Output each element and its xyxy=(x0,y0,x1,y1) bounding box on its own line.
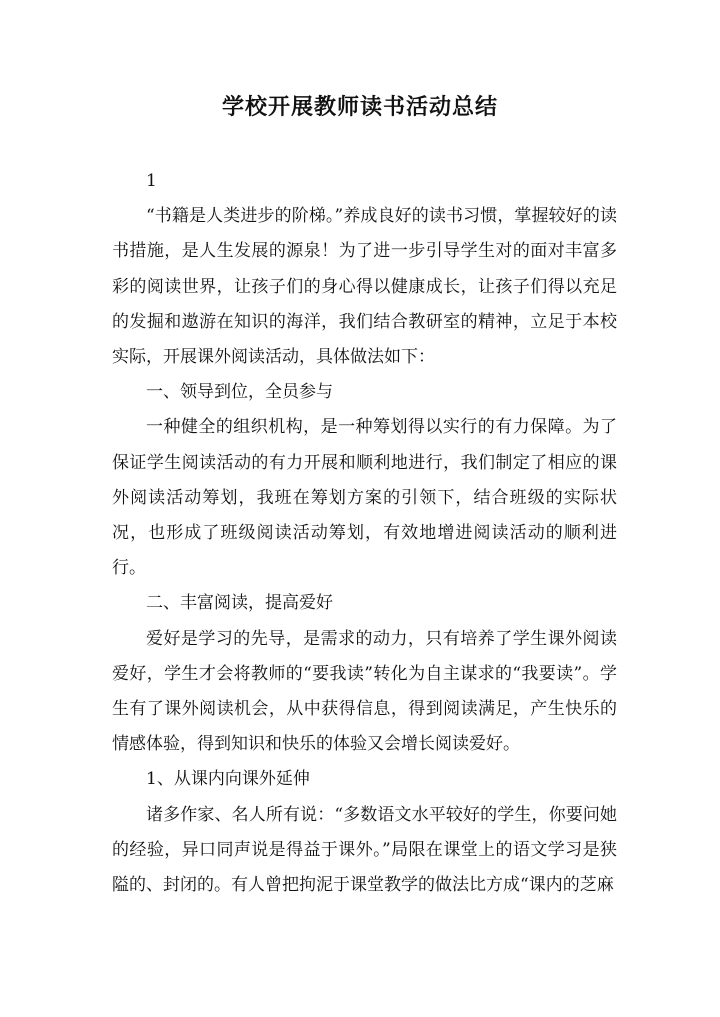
paragraph-section-2: 爱好是学习的先导，是需求的动力，只有培养了学生课外阅读爱好，学生才会将教师的“要我读”转化为自主谋求的“我要读”。学生有了课外阅读机会，从中获得信息，得到阅读满足，产生快乐的情感体验，得到知识和快乐的体验又会增长阅读爱好。 xyxy=(112,628,617,755)
page-title: 学校开展教师读书活动总结 xyxy=(221,94,498,120)
section-heading-1: 一、领导到位，全员参与 xyxy=(146,382,333,403)
paragraph-intro: “书籍是人类进步的阶梯。”养成良好的读书习惯，掌握较好的读书措施，是人生发展的源泉！为了进一步引导学生对的面对丰富多彩的阅读世界，让孩子们的身心得以健康成长，让孩子们得以充足的发掘和遨游在知识的海洋，我们结合教研室的精神，立足于本校实际，开展课外阅读活动，具体做法如下： xyxy=(112,206,617,368)
document-body xyxy=(112,164,617,903)
section-heading-2: 二、丰富阅读，提高爱好 xyxy=(146,593,333,614)
subsection-heading-1: 1、从课内向课外延伸 xyxy=(146,769,310,790)
page-number: 1 xyxy=(146,171,157,191)
paragraph-subsection-1: 诸多作家、名人所有说：“多数语文水平较好的学生，你要问她的经验，异口同声说是得益于课外。”局限在课堂上的语文学习是狭隘的、封闭的。有人曾把拘泥于课堂教学的做法比方成“课内的芝麻 xyxy=(112,804,617,896)
paragraph-section-1: 一种健全的组织机构，是一种筹划得以实行的有力保障。为了保证学生阅读活动的有力开展和顺利地进行，我们制定了相应的课外阅读活动筹划，我班在筹划方案的引领下，结合班级的实际状况，也形成了班级阅读活动筹划，有效地增进阅读活动的顺利进行。 xyxy=(112,417,617,579)
